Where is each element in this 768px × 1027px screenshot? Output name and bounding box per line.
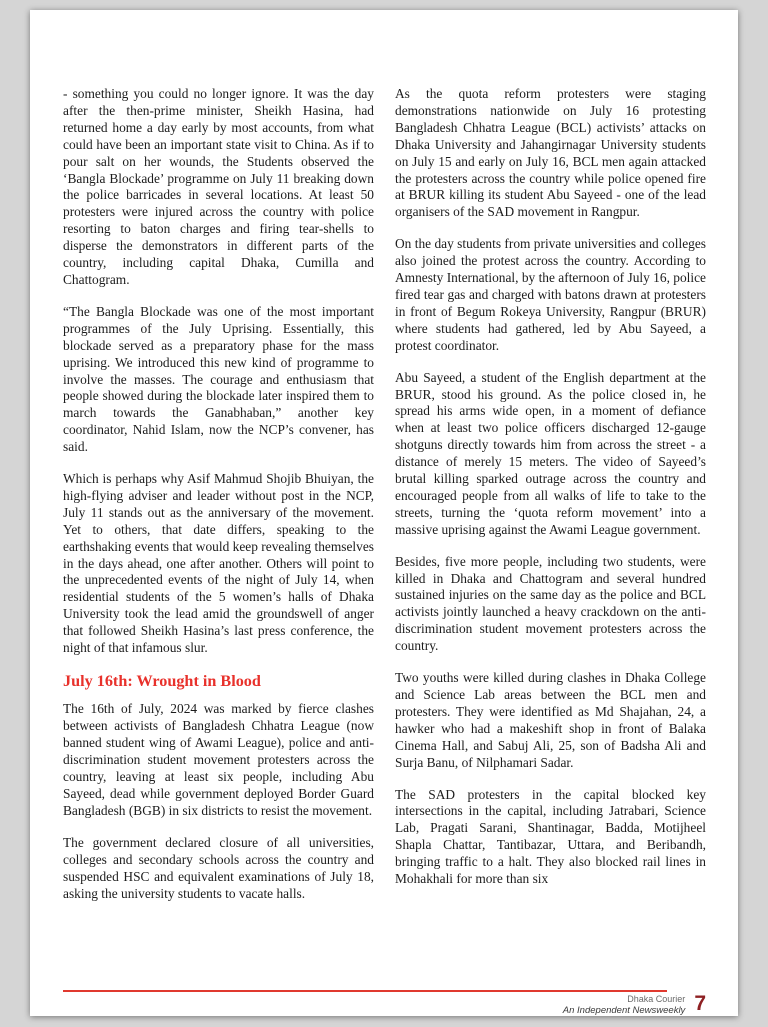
paragraph: Besides, five more people, including two students, were killed in Dhaka and Chattogram and several hundred sustained injuries on the same day as the police and BCL activists jointly launched a heavy crackdown on the anti-discrimination student movement protesters across the country.	[395, 553, 706, 654]
paragraph: “The Bangla Blockade was one of the most important programmes of the July Uprising. Essentially, this blockade served as a preparatory phase for the mass uprising. We introduced this new kind of programme to involve the masses. The courage and enthusiasm that people showed during the blockade later inspired them to march towards the Ganabhaban,” another key coordinator, Nahid Islam, now the NCP’s convener, has said.	[63, 303, 374, 455]
page-footer	[63, 984, 706, 1018]
footer-right	[563, 984, 706, 1016]
paragraph: As the quota reform protesters were staging demonstrations nationwide on July 16 protesting Bangladesh Chhatra League (BCL) activists’ attacks on Dhaka University and Jahangirnagar University students on July 15 and early on July 16, BCL men again attacked the protesters across the country while police opened fire at BRUR killing its student Abu Sayeed - one of the lead organisers of the SAD movement in Rangpur.	[395, 86, 706, 220]
paragraph: Abu Sayeed, a student of the English department at the BRUR, stood his ground. As the police closed in, he spread his arms wide open, in a moment of defiance when at least two police officers discharged 12-gauge shotguns directly towards him from across the street - a distance of merely 15 meters. The video of Sayeed’s brutal killing sparked outrage across the country and encouraged people from all walks of life to take to the streets, turning the ‘quota reform movement’ into a massive uprising against the Awami League government.	[395, 369, 706, 537]
publication-tagline: An Independent Newsweekly	[562, 1004, 686, 1016]
paragraph: Two youths were killed during clashes in Dhaka College and Science Lab areas between the BCL men and protesters. They were identified as Md Shajahan, 24, a hawker who had a makeshift shop in front of Balaka Cinema Hall, and Sabuj Ali, 25, son of Badsha Ali and Surja Banu, of Nilphamari Sadar.	[395, 670, 706, 770]
page-number: 7	[694, 992, 706, 1015]
right-column	[395, 86, 706, 902]
paragraph: - something you could no longer ignore. It was the day after the then-prime minister, Sheikh Hasina, had returned home a day early by most accounts, from what could have been an important state visit to China. As if to pour salt on her wounds, the Students observed the ‘Bangla Blockade’ programme on July 11 breaking down the police barricades in several locations. At least 50 protesters were injured across the country with police resorting to baton charges and firing tear-shells to disperse the demonstrators in different parts of the country, including capital Dhaka, Cumilla and Chattogram.	[63, 86, 374, 287]
paragraph: Which is perhaps why Asif Mahmud Shojib Bhuiyan, the high-flying adviser and leader without post in the NCP, July 11 stands out as the anniversary of the movement. Yet to others, that date differs, speaking to the earthshaking events that would keep revealing themselves in the days ahead, one after another. Others will point to the unprecedented events of the night of July 14, when residential students of the 5 women’s halls of Dhaka University took the lead amid the groundswell of anger that followed Sheikh Hasina’s last press conference, the night of that infamous slur.	[63, 471, 374, 656]
article-content	[63, 86, 706, 902]
left-column	[63, 86, 374, 902]
paragraph: The government declared closure of all universities, colleges and secondary schools across the country and suspended HSC and equivalent examinations of July 18, asking the university students to vacate halls.	[63, 834, 374, 901]
publication-name: Dhaka Courier	[627, 993, 686, 1004]
two-column-layout	[63, 86, 706, 902]
paragraph: The 16th of July, 2024 was marked by fierce clashes between activists of Bangladesh Chhatra League (now banned student wing of Awami League), police and anti-discrimination student movement protesters across the country, leaving at least six people, including Abu Sayeed, dead while government deployed Border Guard Bangladesh (BGB) in six districts to resist the movement.	[63, 701, 374, 818]
page	[30, 10, 738, 1016]
footer-text	[563, 985, 686, 1016]
paragraph: The SAD protesters in the capital blocked key intersections in the capital, including Jatrabari, Science Lab, Pragati Sarani, Shantinagar, Badda, Motijheel Shapla Chattar, Tantibazar, Uttara, and Beribandh, bringing traffic to a halt. They also blocked rail lines in Mohakhali for more than six	[395, 786, 706, 887]
paragraph: On the day students from private universities and colleges also joined the protest across the country. According to Amnesty International, by the afternoon of July 16, police fired tear gas and charged with batons drawn at protesters in front of Begum Rokeya University, Rangpur (BRUR) where students had gathered, led by Abu Sayeed, a protest coordinator.	[395, 236, 706, 353]
section-heading: July 16th: Wrought in Blood	[63, 672, 261, 690]
